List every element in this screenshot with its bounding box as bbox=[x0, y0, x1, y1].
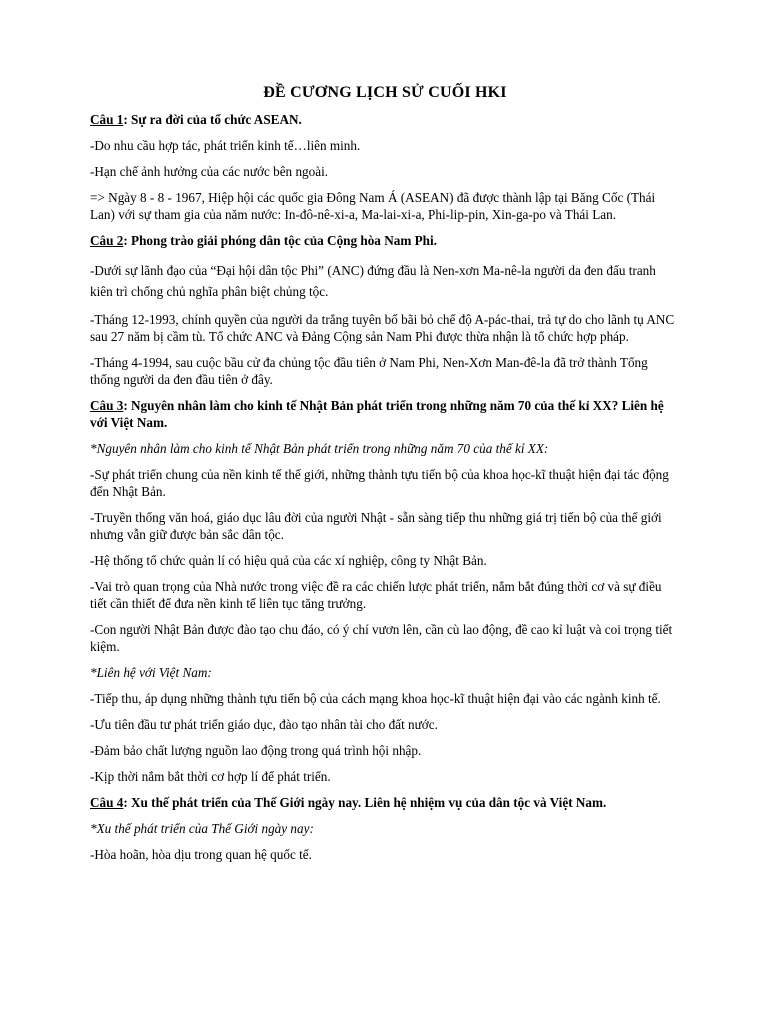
question-text: : Sự ra đời của tổ chức ASEAN. bbox=[123, 112, 302, 127]
question-text: : Nguyên nhân làm cho kinh tế Nhật Bản phát triển trong những năm 70 của thế kỉ XX? Liên hệ với Việt Nam. bbox=[90, 398, 664, 430]
paragraph: -Hòa hoãn, hòa dịu trong quan hệ quốc tế. bbox=[90, 847, 312, 862]
paragraph: -Truyền thống văn hoá, giáo dục lâu đời của người Nhật - sẵn sàng tiếp thu những giá trị tiến bộ của thế giới nhưng vẫn giữ được bản sắc dân tộc. bbox=[90, 510, 662, 542]
question-4-heading bbox=[90, 794, 680, 811]
question-text: : Phong trào giải phóng dân tộc của Cộng hòa Nam Phi. bbox=[123, 233, 437, 248]
subheading: *Nguyên nhân làm cho kinh tế Nhật Bản phát triển trong những năm 70 của thế kỉ XX: bbox=[90, 441, 549, 456]
question-3-heading bbox=[90, 397, 680, 431]
paragraph: -Hạn chế ảnh hưởng của các nước bên ngoài. bbox=[90, 164, 329, 179]
question-number: Câu 4 bbox=[90, 795, 124, 810]
paragraph: => Ngày 8 - 8 - 1967, Hiệp hội các quốc gia Đông Nam Á (ASEAN) đã được thành lập tại Băng Cốc (Thái Lan) với sự tham gia của năm nước: In-đô-nê-xi-a, Ma-lai-xi-a, Phi-lip-pin, Xin-ga-po và Thái Lan. bbox=[90, 190, 656, 222]
paragraph: -Đảm bảo chất lượng nguồn lao động trong quá trình hội nhập. bbox=[90, 743, 422, 758]
question-2-heading bbox=[90, 232, 680, 249]
paragraph: -Kịp thời nắm bắt thời cơ hợp lí để phát triển. bbox=[90, 769, 331, 784]
paragraph: -Tiếp thu, áp dụng những thành tựu tiến bộ của cách mạng khoa học-kĩ thuật hiện đại vào các ngành kinh tế. bbox=[90, 691, 661, 706]
paragraph: -Ưu tiên đầu tư phát triển giáo dục, đào tạo nhân tài cho đất nước. bbox=[90, 717, 438, 732]
subheading: *Xu thế phát triển của Thế Giới ngày nay: bbox=[90, 821, 314, 836]
question-number: Câu 1 bbox=[90, 112, 124, 127]
subheading: *Liên hệ với Việt Nam: bbox=[90, 665, 212, 680]
document-body bbox=[90, 84, 680, 872]
paragraph: -Tháng 12-1993, chính quyền của người da trắng tuyên bố bãi bỏ chế độ A-pác-thai, trả tự do cho lãnh tụ ANC sau 27 năm bị cầm tù. Tổ chức ANC và Đảng Cộng sản Nam Phi được thừa nhận là tổ chức hợp pháp. bbox=[90, 312, 675, 344]
question-number: Câu 3 bbox=[90, 398, 124, 413]
paragraph: -Do nhu cầu hợp tác, phát triển kinh tế…liên minh. bbox=[90, 138, 361, 153]
document-title: ĐỀ CƯƠNG LỊCH SỬ CUỐI HKI bbox=[263, 84, 507, 101]
paragraph: -Con người Nhật Bản được đào tạo chu đáo, có ý chí vươn lên, cần cù lao động, đề cao kỉ luật và coi trọng tiết kiệm. bbox=[90, 622, 673, 654]
paragraph: -Dưới sự lãnh đạo của “Đại hội dân tộc Phi” (ANC) đứng đầu là Nen-xơn Ma-nê-la người da đen đấu tranh kiên trì chống chủ nghĩa phân biệt chủng tộc. bbox=[90, 263, 656, 299]
paragraph: -Sự phát triển chung của nền kinh tế thế giới, những thành tựu tiến bộ của khoa học-kĩ thuật hiện đại tác động đến Nhật Bản. bbox=[90, 467, 669, 499]
paragraph: -Hệ thống tổ chức quản lí có hiệu quả của các xí nghiệp, công ty Nhật Bản. bbox=[90, 553, 487, 568]
paragraph: -Tháng 4-1994, sau cuộc bầu cử đa chủng tộc đầu tiên ở Nam Phi, Nen-Xơn Man-đê-la đã trở thành Tổng thống người da đen đầu tiên ở đây. bbox=[90, 355, 648, 387]
question-text: : Xu thế phát triển của Thế Giới ngày nay. Liên hệ nhiệm vụ của dân tộc và Việt Nam. bbox=[123, 795, 607, 810]
question-1-heading bbox=[90, 111, 680, 128]
question-number: Câu 2 bbox=[90, 233, 124, 248]
paragraph: -Vai trò quan trọng của Nhà nước trong việc đề ra các chiến lược phát triển, nắm bắt đúng thời cơ và sự điều tiết cần thiết để đưa nền kinh tế liên tục tăng trưởng. bbox=[90, 579, 662, 611]
